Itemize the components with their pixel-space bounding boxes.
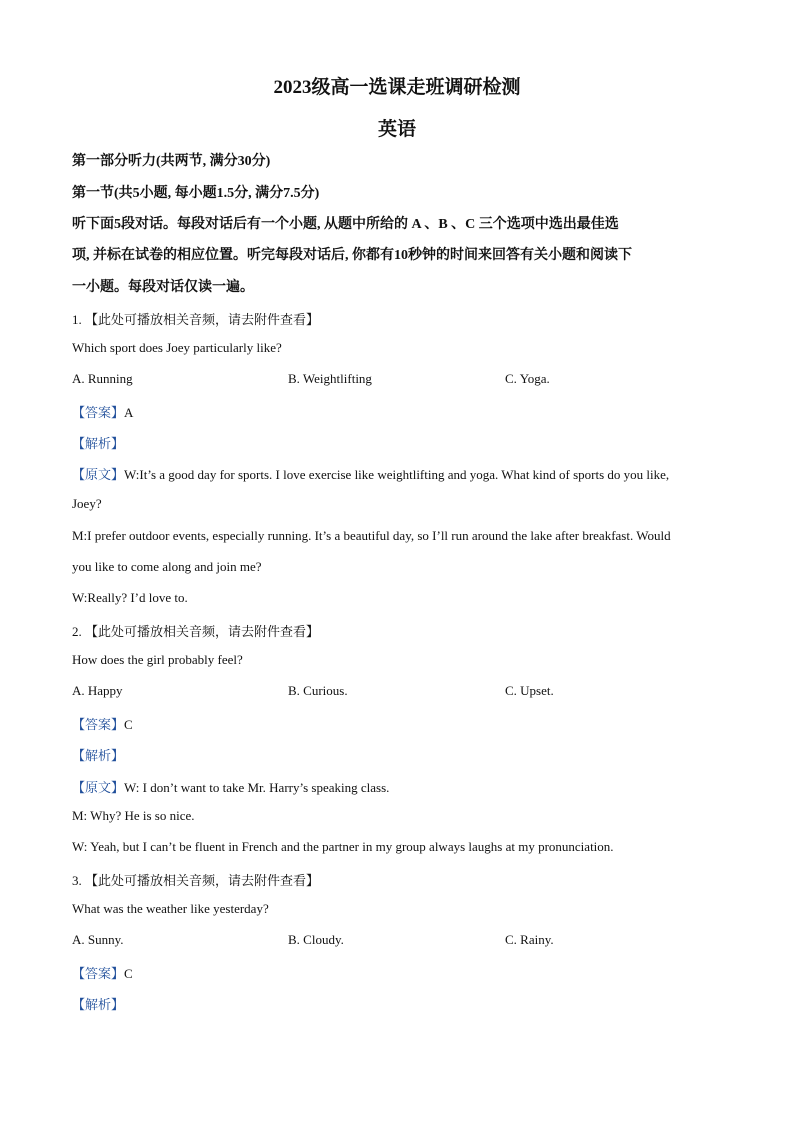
q2-transcript-line-1 (72, 777, 732, 796)
q2-transcript-line-3: W: Yeah, but I can’t be fluent in French and the partner in my group always laughs at my pronunciation. (72, 839, 614, 854)
analysis-label: 【解析】 (72, 748, 125, 763)
original-label: 【原文】 (72, 780, 125, 795)
instructions-line-2: 项, 并标在试卷的相应位置。听完每段对话后, 你都有10秒钟的时间来回答有关小题和阅读下 (72, 248, 632, 263)
q3-option-a: A. Sunny. (72, 932, 124, 947)
q1-option-c: C. Yoga. (505, 371, 550, 386)
q3-option-c: C. Rainy. (505, 932, 554, 947)
instructions-line-1: 听下面5段对话。每段对话后有一个小题, 从题中所给的 A 、B 、C 三个选项中选出最佳选 (72, 217, 619, 232)
answer-label: 【答案】 (72, 966, 125, 981)
q3-audio-header: 3. 【此处可播放相关音频，请去附件查看】 (72, 873, 320, 888)
document-title: 2023级高一选课走班调研检测 (273, 77, 521, 98)
q2-transcript-line-2: M: Why? He is so nice. (72, 808, 195, 823)
section1-heading: 第一节(共5小题, 每小题1.5分, 满分7.5分) (72, 186, 320, 201)
q3-analysis (72, 994, 732, 1013)
q1-audio-header: 1. 【此处可播放相关音频，请去附件查看】 (72, 312, 320, 327)
subject-title: 英语 (377, 119, 416, 140)
part1-heading: 第一部分听力(共两节, 满分30分) (72, 154, 271, 169)
answer-label: 【答案】 (72, 717, 125, 732)
q2-audio-header: 2. 【此处可播放相关音频，请去附件查看】 (72, 624, 320, 639)
q1-transcript-text-1: W:It’s a good day for sports. I love exercise like weightlifting and yoga. What kind of sports do you like, (124, 467, 670, 482)
answer-label: 【答案】 (72, 405, 125, 420)
q1-answer (72, 402, 732, 421)
q1-transcript-line-1 (72, 464, 732, 483)
q1-option-b: B. Weightlifting (288, 371, 372, 386)
q1-transcript-line-3: M:I prefer outdoor events, especially running. It’s a beautiful day, so I’ll run around the lake after breakfast. Would (72, 528, 671, 543)
q1-transcript-line-4: you like to come along and join me? (72, 559, 262, 574)
q3-answer (72, 963, 732, 982)
q2-answer (72, 714, 732, 733)
q1-question: Which sport does Joey particularly like? (72, 340, 282, 355)
q2-option-c: C. Upset. (505, 683, 554, 698)
original-label: 【原文】 (72, 467, 125, 482)
q2-transcript-text-1: W: I don’t want to take Mr. Harry’s speaking class. (124, 780, 390, 795)
q1-option-a: A. Running (72, 371, 133, 386)
q1-transcript-line-2: Joey? (72, 496, 102, 511)
q2-analysis (72, 745, 732, 764)
analysis-label: 【解析】 (72, 997, 125, 1012)
q2-option-b: B. Curious. (288, 683, 348, 698)
q3-option-b: B. Cloudy. (288, 932, 344, 947)
q1-answer-value: A (124, 405, 134, 420)
q2-answer-value: C (124, 717, 133, 732)
q3-question: What was the weather like yesterday? (72, 901, 269, 916)
q1-transcript-line-5: W:Really? I’d love to. (72, 590, 188, 605)
q1-analysis (72, 433, 732, 452)
q2-question: How does the girl probably feel? (72, 652, 243, 667)
instructions-line-3: 一小题。每段对话仅读一遍。 (72, 280, 254, 295)
analysis-label: 【解析】 (72, 436, 125, 451)
q2-option-a: A. Happy (72, 683, 123, 698)
q3-answer-value: C (124, 966, 133, 981)
